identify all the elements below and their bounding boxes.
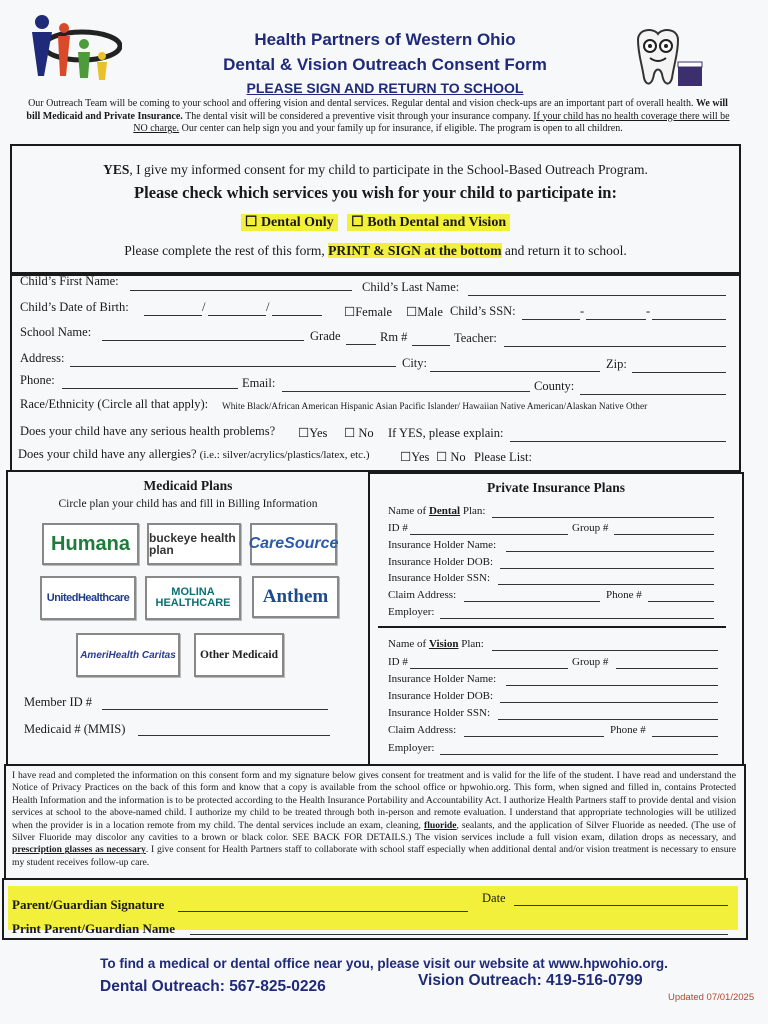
last-name-label: Child’s Last Name: (362, 280, 460, 294)
tooth-mascot-icon (630, 28, 710, 92)
zip-label: Zip: (606, 357, 627, 371)
ssn-label: Child’s SSN: (450, 304, 516, 318)
hpwo-logo (22, 8, 122, 80)
humana-plan[interactable]: Humana (42, 523, 139, 565)
teacher-label: Teacher: (454, 331, 497, 345)
dob-year-input[interactable] (272, 315, 322, 316)
complete-text-b: and return it to school. (504, 243, 627, 258)
form-title: Dental & Vision Outreach Consent Form (223, 55, 547, 74)
legal-text-b: , sealants, and the application of Silver Fluoride as needed. (The use of Silver Fluoride may discolor any cavities to a brown or black color. SEE BACK FOR DETAILS.) The vision services include a full vision exam, dilation drops as necessary, and (12, 819, 736, 844)
dob-month-input[interactable] (144, 315, 202, 316)
allergy-examples: (i.e.: silver/acrylics/plastics/latex, etc.) (199, 449, 370, 461)
dob-day-input[interactable] (208, 315, 266, 316)
ssn-sep-1: - (580, 304, 585, 318)
dental-plan-input[interactable] (492, 517, 714, 518)
intro-billing: We will bill Medicaid and Private Insurance. (26, 98, 728, 122)
website-line: To find a medical or dental office near you, please visit our website at www.hpwohio.org. (100, 956, 668, 971)
vision-claim-label: Claim Address: (388, 724, 457, 736)
dental-id-label: ID # (388, 522, 408, 534)
address-label: Address: (20, 351, 65, 365)
room-label: Rm # (380, 330, 408, 344)
dental-employer-label: Employer: (388, 606, 435, 618)
email-input[interactable] (282, 391, 530, 392)
dental-only-option[interactable]: ☐ Dental Only (241, 214, 338, 231)
teacher-input[interactable] (504, 346, 726, 347)
vision-holder-ssn-input[interactable] (498, 719, 718, 720)
dental-plan-prefix: Name of (388, 505, 427, 517)
vision-holder-ssn-label: Insurance Holder SSN: (388, 707, 491, 719)
allergy-yes-label: Yes (411, 450, 430, 464)
city-label: City: (402, 356, 428, 370)
vision-phone-input[interactable] (652, 736, 718, 737)
health-yes-label: Yes (309, 426, 328, 440)
health-question: Does your child have any serious health problems? (20, 424, 276, 438)
race-label: Race/Ethnicity (Circle all that apply): (20, 397, 209, 411)
grade-label: Grade (310, 329, 341, 343)
legal-text-a: I have read and completed the information on this consent form and my signature below gives consent for treatment and is valid for the life of the student. I have read and understand the Notice of Privacy Practices on the back of this form and know that a copy is available from the school office or hpwohio.org. This form, when signed and filled in, contains Protected Health Information and the information is to be protected according to the Health Insurance Portability and Accountability Act. I authorize Health Partners staff to provide dental and vision services at school to the above-named child. I authorize my child to be treated through both in-person and remote evaluation. I understand that appropriate technologies will be utilized when the provider is in a location remote from my child. The dental services include an exam, cleaning, (12, 770, 736, 831)
address-input[interactable] (70, 366, 396, 367)
legal-glasses: prescription glasses as necessary (12, 844, 146, 856)
complete-instruction (12, 243, 739, 259)
vision-holder-name-input[interactable] (506, 685, 718, 686)
yes-label: YES (103, 162, 130, 177)
dental-outreach-phone: Dental Outreach: 567-825-0226 (100, 978, 326, 995)
dental-only-label: Dental Only (260, 215, 334, 230)
signature-input[interactable] (178, 911, 468, 912)
service-options (12, 214, 739, 231)
other-medicaid-plan[interactable]: Other Medicaid (194, 633, 284, 677)
signature-box (2, 878, 748, 940)
dental-plan-suffix: Plan: (462, 505, 486, 517)
legal-fluoride: fluoride (424, 819, 457, 831)
dental-group-label: Group # (572, 522, 609, 534)
vision-plan-suffix: Plan: (461, 638, 484, 650)
private-divider (378, 626, 726, 628)
last-name-input[interactable] (468, 295, 726, 296)
dental-holder-name-label: Insurance Holder Name: (388, 539, 497, 551)
health-no-label: No (358, 426, 374, 440)
vision-id-label: ID # (388, 656, 408, 668)
complete-text-a: Please complete the rest of this form, (124, 243, 325, 258)
legal-text-c: . I give consent for Health Partners staff to collaborate with school staff especially when additional dental and/or vision treatment is necessary to ensure my student receives follow-up care. (12, 844, 736, 868)
vision-plan-word: Vision (428, 638, 459, 650)
allergy-question (18, 447, 369, 462)
amerihealth-plan[interactable]: AmeriHealth Caritas (76, 633, 180, 677)
signature-label: Parent/Guardian Signature (12, 897, 165, 912)
male-checkbox[interactable]: ☐Male (406, 305, 443, 319)
ssn-part-2-input[interactable] (586, 319, 646, 320)
consent-yes-line (12, 162, 739, 178)
allergy-no-checkbox[interactable]: ☐ No (436, 450, 466, 464)
member-id-input[interactable] (102, 709, 328, 710)
first-name-label: Child’s First Name: (20, 274, 119, 288)
dental-phone-input[interactable] (648, 601, 714, 602)
caresource-plan[interactable]: CareSource (250, 523, 337, 565)
molina-plan[interactable]: MOLINA HEALTHCARE (145, 576, 241, 620)
dental-plan-label (388, 505, 485, 517)
please-list-label: Please List: (474, 450, 532, 464)
dental-id-input[interactable] (410, 534, 568, 535)
race-options[interactable]: White Black/African American Hispanic Asian Pacific Islander/ Hawaiian Native American/Alaskan Native Other (222, 402, 648, 412)
school-label: School Name: (20, 325, 92, 339)
dental-employer-input[interactable] (440, 618, 714, 619)
dental-plan-word: Dental (428, 505, 461, 517)
private-insurance-box (368, 472, 744, 766)
legal-box (4, 764, 746, 880)
zip-input[interactable] (632, 372, 726, 373)
medicaid-title: Medicaid Plans (143, 478, 233, 493)
vision-group-label: Group # (572, 656, 609, 668)
org-name: Health Partners of Western Ohio (254, 30, 516, 49)
date-input[interactable] (514, 905, 728, 906)
legal-text (12, 770, 736, 869)
vision-holder-name-label: Insurance Holder Name: (388, 673, 497, 685)
dental-holder-dob-label: Insurance Holder DOB: (388, 556, 494, 568)
medicaid-box (6, 470, 370, 766)
return-instruction: PLEASE SIGN AND RETURN TO SCHOOL (246, 80, 524, 96)
print-name-label: Print Parent/Guardian Name (12, 921, 175, 936)
ssn-part-3-input[interactable] (652, 319, 726, 320)
print-sign-highlight: PRINT & SIGN at the bottom (328, 243, 502, 258)
intro-text-3: Our center can help sign you and your family up for insurance, if eligible. The program is open to all children. (181, 123, 623, 134)
vision-plan-input[interactable] (492, 650, 718, 651)
dob-label: Child’s Date of Birth: (20, 300, 129, 314)
intro-paragraph (22, 98, 734, 136)
health-yes-checkbox[interactable]: ☐Yes (298, 426, 328, 440)
phone-label: Phone: (20, 373, 55, 387)
anthem-plan[interactable]: Anthem (252, 576, 339, 618)
vision-holder-dob-label: Insurance Holder DOB: (388, 690, 494, 702)
print-name-input[interactable] (190, 934, 728, 935)
allergy-question-text: Does your child have any allergies? (18, 447, 197, 461)
dental-holder-name-input[interactable] (506, 551, 714, 552)
updated-date: Updated 07/01/2025 (668, 992, 755, 1003)
first-name-input[interactable] (130, 290, 352, 291)
date-label: Date (482, 891, 506, 905)
consent-box (10, 144, 741, 276)
dental-claim-input[interactable] (464, 601, 600, 602)
vision-holder-dob-input[interactable] (500, 702, 718, 703)
vision-phone-label: Phone # (610, 724, 646, 736)
buckeye-plan[interactable]: buckeye health plan (147, 523, 241, 565)
county-input[interactable] (580, 394, 726, 395)
explain-label: If YES, please explain: (388, 426, 504, 440)
vision-plan-prefix: Name of (388, 638, 427, 650)
ssn-sep-2: - (646, 304, 651, 318)
vision-employer-label: Employer: (388, 742, 435, 754)
services-prompt: Please check which services you wish for your child to participate in: (134, 183, 617, 202)
dental-holder-dob-input[interactable] (500, 568, 714, 569)
vision-id-input[interactable] (410, 668, 568, 669)
intro-text-2: The dental visit will be considered a preventive visit through your insurance company. (185, 110, 531, 122)
explain-input[interactable] (510, 441, 726, 442)
intro-no-charge: If your child has no health coverage there will be NO charge. (133, 110, 730, 134)
intro-text-1: Our Outreach Team will be coming to your school and offering vision and dental services. Regular dental and vision check-ups are an important part of overall health. (28, 98, 694, 109)
dental-claim-label: Claim Address: (388, 589, 457, 601)
private-title: Private Insurance Plans (487, 480, 625, 495)
unitedhealthcare-plan[interactable]: UnitedHealthcare (40, 576, 136, 620)
male-label: Male (417, 305, 443, 319)
female-checkbox[interactable]: ☐Female (344, 305, 393, 319)
dental-group-input[interactable] (614, 534, 714, 535)
dental-holder-ssn-input[interactable] (498, 584, 714, 585)
allergy-yes-checkbox[interactable]: ☐Yes (400, 450, 430, 464)
vision-claim-input[interactable] (464, 736, 604, 737)
both-label: Both Dental and Vision (367, 215, 507, 230)
vision-outreach-phone: Vision Outreach: 419-516-0799 (418, 972, 643, 989)
allergy-no-label: No (450, 450, 466, 464)
dental-phone-label: Phone # (606, 589, 642, 601)
vision-employer-input[interactable] (440, 754, 718, 755)
member-id-label: Member ID # (24, 695, 93, 709)
grade-input[interactable] (346, 344, 376, 345)
email-label: Email: (242, 376, 276, 390)
medicaid-subtitle: Circle plan your child has and fill in Billing Information (58, 498, 318, 510)
health-no-checkbox[interactable]: ☐ No (344, 426, 374, 440)
city-input[interactable] (430, 371, 600, 372)
room-input[interactable] (412, 345, 450, 346)
vision-group-input[interactable] (616, 668, 718, 669)
dob-sep-1: / (202, 300, 206, 314)
school-input[interactable] (102, 340, 304, 341)
female-label: Female (355, 305, 393, 319)
both-dental-vision-option[interactable]: ☐ Both Dental and Vision (347, 214, 510, 231)
phone-input[interactable] (62, 388, 238, 389)
ssn-part-1-input[interactable] (522, 319, 580, 320)
county-label: County: (534, 379, 575, 393)
medicaid-number-input[interactable] (138, 735, 330, 736)
vision-plan-label (388, 638, 484, 650)
dental-holder-ssn-label: Insurance Holder SSN: (388, 572, 491, 584)
dob-sep-2: / (266, 300, 270, 314)
yes-text: , I give my informed consent for my child to participate in the School-Based Outreach Program. (129, 162, 648, 177)
medicaid-number-label: Medicaid # (MMIS) (24, 722, 126, 736)
